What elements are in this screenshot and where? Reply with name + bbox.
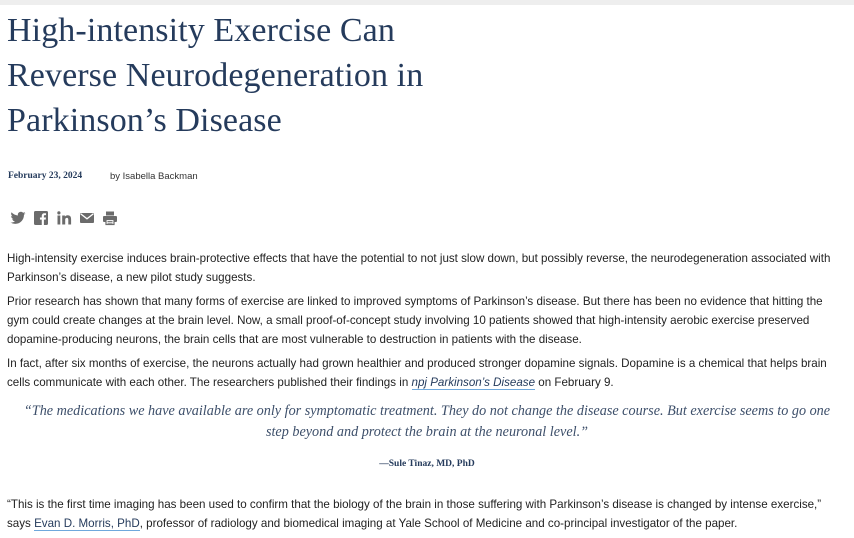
- twitter-icon[interactable]: [10, 210, 26, 226]
- morris-text-before: “This is the first time imaging has been used to confirm that the biology of the brain in those suffering with Parkinson’s disease is changed by intense exercise,” says: [7, 498, 822, 530]
- morris-text-after: , professor of radiology and biomedical imaging at Yale School of Medicine and co-principal investigator of the paper.: [139, 517, 738, 530]
- journal-link[interactable]: npj Parkinson’s Disease: [411, 376, 536, 389]
- quote-attribution: —Sule Tinaz, MD, PhD: [379, 459, 475, 469]
- title-line-3: Parkinson’s Disease: [7, 102, 282, 139]
- paragraph-intro: High-intensity exercise induces brain-protective effects that have the potential to not just slow down, but possibly reverse, the neurodegeneration associated with Parkinson’s disease, a new pilot study suggests.: [7, 252, 831, 284]
- author-byline: by Isabella Backman: [110, 171, 198, 182]
- print-icon[interactable]: [102, 210, 118, 226]
- publish-date: February 23, 2024: [8, 171, 83, 181]
- pull-quote: “The medications we have available are only for symptomatic treatment. They do not change the disease course. But exercise seems to go one step beyond and protect the brain at the neuronal level.”: [23, 403, 831, 440]
- top-divider: [0, 0, 854, 5]
- title-line-1: High-intensity Exercise Can: [7, 12, 395, 49]
- article-title: [7, 8, 627, 143]
- paragraph-prior-research: Prior research has shown that many forms of exercise are linked to improved symptoms of Parkinson’s disease. But there has been no evidence that hitting the gym could create changes at the brain level. Now, a small proof-of-concept study involving 10 patients showed that high-intensity aerobic exercise preserved dopamine-producing neurons, the brain cells that are most vulnerable to destruction in patients with the disease.: [7, 295, 823, 346]
- paragraph-findings: [7, 354, 845, 392]
- findings-text-after: on February 9.: [535, 376, 614, 389]
- share-toolbar: [10, 209, 118, 227]
- evan-morris-link[interactable]: Evan D. Morris, PhD: [34, 517, 140, 530]
- title-line-2: Reverse Neurodegeneration in: [7, 57, 424, 94]
- email-icon[interactable]: [79, 210, 95, 226]
- facebook-icon[interactable]: [33, 210, 49, 226]
- findings-text-before: In fact, after six months of exercise, the neurons actually had grown healthier and produced stronger dopamine signals. Dopamine is a chemical that helps brain cells communicate with each other. The researchers published their findings in: [7, 357, 827, 389]
- linkedin-icon[interactable]: [56, 210, 72, 226]
- paragraph-morris-quote: [7, 495, 845, 533]
